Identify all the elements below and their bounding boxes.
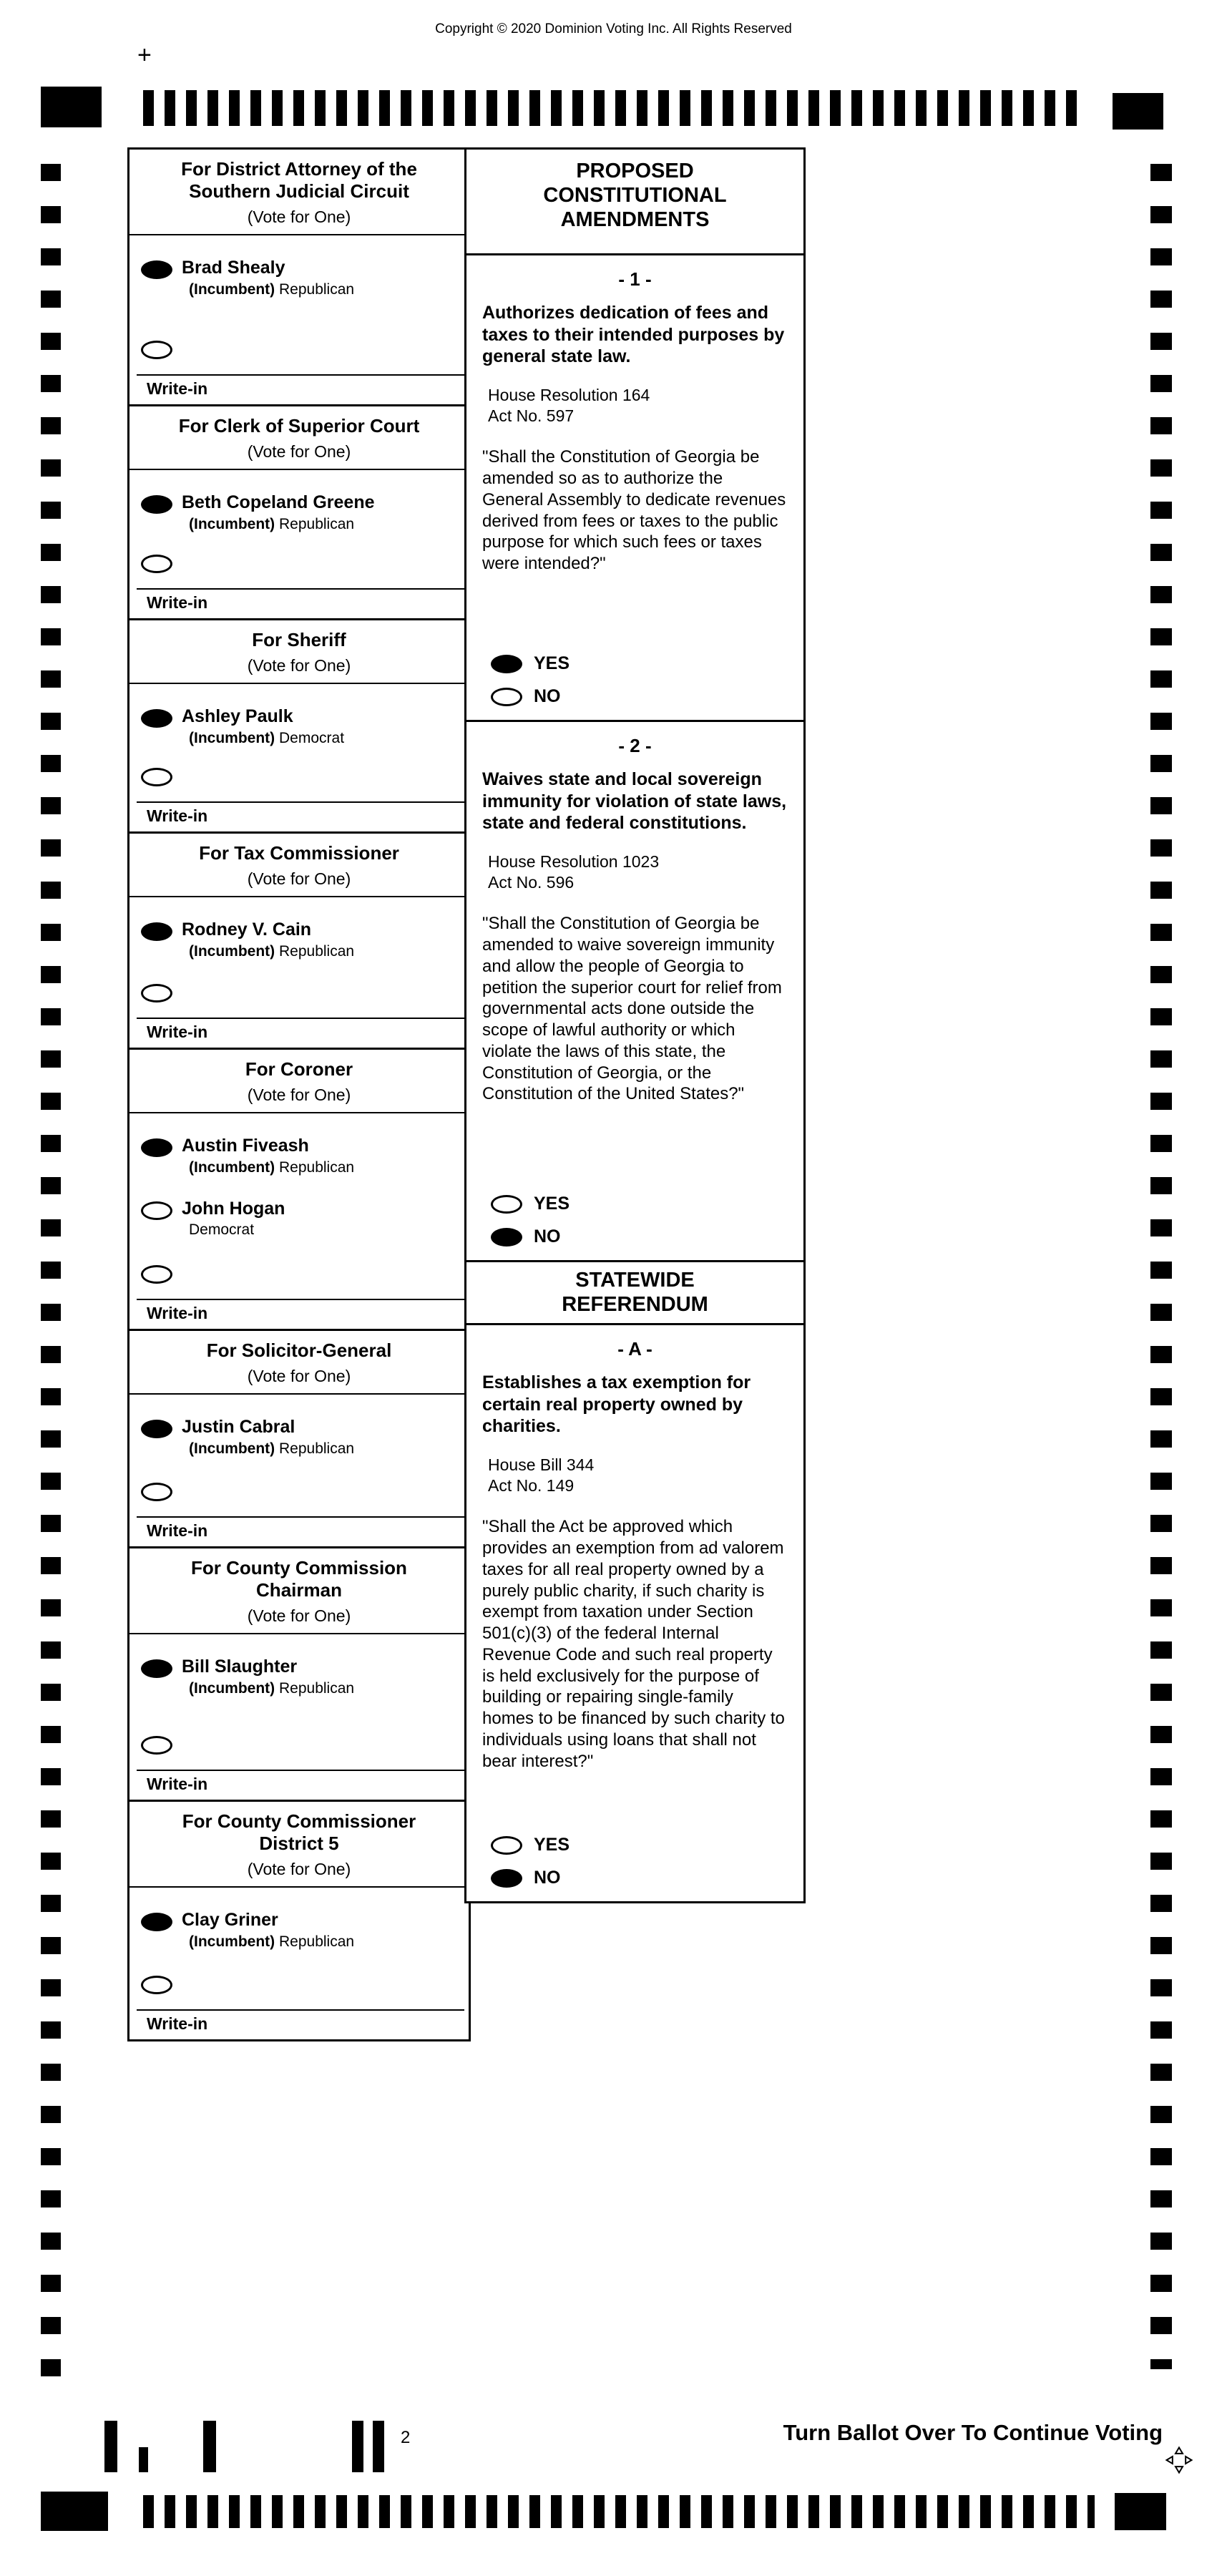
vote-oval[interactable] [491, 1195, 522, 1214]
party-label: Republican [279, 1679, 355, 1697]
vote-oval[interactable] [491, 1869, 522, 1888]
measure-question: "Shall the Constitution of Georgia be amended to waive sovereign immunity and allow the people of Georgia to petition the superior court for relief from governmental acts done outside the scope of lawful authority or which violate the laws of this state, the Constitution of Georgia, or the Constitution of the United States?" [482, 914, 782, 1104]
contest-header [129, 1548, 469, 1634]
contest-title: For County Commission Chairman [191, 1557, 407, 1601]
party-label: Republican [279, 280, 355, 298]
contest-county-commission-chairman [129, 1548, 469, 1802]
write-in-line[interactable] [137, 1299, 464, 1300]
vote-oval[interactable] [141, 709, 172, 728]
write-in-section [129, 552, 469, 618]
write-in-label: Write-in [147, 379, 208, 398]
vote-oval[interactable] [491, 688, 522, 706]
vote-instruction: (Vote for One) [247, 1085, 351, 1105]
yes-label: YES [534, 653, 570, 673]
vote-oval[interactable] [141, 1420, 172, 1438]
choice-no [491, 686, 788, 707]
timing-marks-top [143, 90, 1084, 126]
contest-tax-commissioner [129, 834, 469, 1050]
choice-yes [491, 1194, 788, 1214]
measure-summary: Authorizes dedication of fees and taxes to their intended purposes by general state law. [482, 303, 785, 366]
vote-oval[interactable] [141, 260, 172, 279]
candidate-row [129, 1199, 469, 1239]
registration-plus-mark: + [137, 42, 152, 69]
measure-summary: Establishes a tax exemption for certain real property owned by charities. [482, 1372, 751, 1436]
measure-amendment-2 [466, 722, 803, 1262]
write-in-section [129, 1974, 469, 2039]
candidate-detail [182, 1221, 285, 1239]
timing-block-bottom-left [41, 2492, 108, 2531]
no-label: NO [534, 1868, 561, 1888]
write-in-section [129, 1263, 469, 1329]
contest-header [129, 1050, 469, 1113]
write-in-oval[interactable] [141, 768, 172, 786]
write-in-section [129, 1480, 469, 1546]
party-label: Republican [279, 1158, 355, 1176]
yes-label: YES [534, 1194, 570, 1214]
incumbent-label: (Incumbent) [189, 729, 275, 746]
write-in-oval[interactable] [141, 1483, 172, 1501]
write-in-label: Write-in [147, 593, 208, 612]
measure-referendum-a [466, 1325, 803, 1901]
incumbent-label: (Incumbent) [189, 1158, 275, 1176]
write-in-line[interactable] [137, 588, 464, 590]
barcode-mark [139, 2447, 148, 2472]
timing-block-bottom-right [1115, 2493, 1166, 2530]
candidate-name: Rodney V. Cain [182, 919, 312, 940]
timing-marks-left [41, 164, 61, 2392]
measure-choices [482, 1823, 788, 1891]
candidate-row [129, 493, 469, 533]
vote-instruction: (Vote for One) [247, 442, 351, 462]
candidate-detail [182, 1679, 354, 1697]
vote-instruction: (Vote for One) [247, 1606, 351, 1626]
referendum-header: STATEWIDE REFERENDUM [466, 1262, 803, 1325]
write-in-line[interactable] [137, 374, 464, 376]
write-in-label: Write-in [147, 1304, 208, 1322]
contest-title: For Solicitor-General [206, 1340, 392, 1361]
candidate-row [129, 1418, 469, 1458]
write-in-oval[interactable] [141, 1976, 172, 1994]
vote-instruction: (Vote for One) [247, 1367, 351, 1386]
candidate-row [129, 1911, 469, 1951]
write-in-label: Write-in [147, 1023, 208, 1041]
amendments-header: PROPOSED CONSTITUTIONAL AMENDMENTS [466, 150, 803, 255]
write-in-line[interactable] [137, 1770, 464, 1771]
timing-block-top-right [1113, 93, 1163, 130]
vote-oval[interactable] [141, 495, 172, 514]
contests-column [127, 147, 471, 2041]
incumbent-label: (Incumbent) [189, 1440, 275, 1457]
candidate-row [129, 920, 469, 960]
write-in-oval[interactable] [141, 555, 172, 573]
vote-instruction: (Vote for One) [247, 656, 351, 675]
write-in-oval[interactable] [141, 984, 172, 1002]
candidate-name: Justin Cabral [182, 1417, 295, 1438]
timing-marks-bottom [143, 2495, 1095, 2528]
party-label: Democrat [189, 1221, 255, 1239]
write-in-label: Write-in [147, 806, 208, 825]
candidate-detail [182, 515, 375, 533]
incumbent-label: (Incumbent) [189, 1933, 275, 1950]
contest-solicitor-general [129, 1331, 469, 1548]
party-label: Republican [279, 515, 355, 532]
write-in-section [129, 338, 469, 404]
contest-coroner [129, 1050, 469, 1331]
incumbent-label: (Incumbent) [189, 1679, 275, 1697]
timing-block-top-left [41, 87, 102, 127]
candidate-name: Ashley Paulk [182, 706, 293, 727]
yes-label: YES [534, 1835, 570, 1855]
measure-number: - 1 - [618, 268, 652, 290]
choice-no [491, 1868, 788, 1888]
candidate-row [129, 1136, 469, 1176]
barcode-mark [104, 2421, 117, 2472]
vote-oval[interactable] [491, 1836, 522, 1855]
candidate-name: Bill Slaughter [182, 1657, 298, 1677]
candidate-name: Clay Griner [182, 1910, 278, 1931]
contest-title: For Tax Commissioner [199, 842, 399, 864]
write-in-oval[interactable] [141, 1265, 172, 1284]
write-in-label: Write-in [147, 2014, 208, 2033]
candidate-row [129, 258, 469, 298]
candidate-detail [182, 1933, 354, 1951]
choice-no [491, 1226, 788, 1247]
vote-oval[interactable] [141, 1201, 172, 1220]
measure-number: - 2 - [618, 735, 652, 756]
contest-header [129, 150, 469, 235]
barcode-mark [203, 2421, 216, 2472]
write-in-section [129, 766, 469, 831]
measure-number: - A - [617, 1338, 652, 1360]
vote-instruction: (Vote for One) [247, 1860, 351, 1879]
contest-title: For Coroner [245, 1058, 353, 1080]
vote-oval[interactable] [141, 1913, 172, 1931]
measure-reference: House Resolution 1023 Act No. 596 [488, 852, 660, 892]
contest-header [129, 406, 469, 470]
write-in-line[interactable] [137, 801, 464, 803]
write-in-label: Write-in [147, 1521, 208, 1540]
measure-question: "Shall the Act be approved which provides an exemption from ad valorem taxes for all real property owned by a purely public charity, if such charity is exempt from taxation under Section 501(c)(3) of the federal Internal Revenue Code and such real property is held exclusively for the purpose of building or repairing single-family homes to be financed by such charity to individuals using loans that shall not bear interest?" [482, 1517, 785, 1771]
candidate-row [129, 707, 469, 747]
turn-ballot-notice: Turn Ballot Over To Continue Voting [783, 2420, 1163, 2445]
write-in-line[interactable] [137, 1516, 464, 1518]
choice-yes [491, 1835, 788, 1855]
measures-column [464, 147, 806, 1903]
vote-oval[interactable] [141, 922, 172, 941]
contest-title: For District Attorney of the Southern Judicial Circuit [181, 158, 417, 203]
contest-header [129, 1802, 469, 1888]
candidate-detail [182, 729, 344, 747]
measure-summary: Waives state and local sovereign immunity for violation of state laws, state and federal constitutions. [482, 769, 787, 833]
copyright-text: Copyright © 2020 Dominion Voting Inc. All Rights Reserved [435, 21, 792, 36]
vote-oval[interactable] [141, 1138, 172, 1157]
contest-district-attorney [129, 150, 469, 406]
measure-choices [482, 1181, 788, 1250]
party-label: Republican [279, 1440, 355, 1457]
contest-header [129, 834, 469, 897]
party-label: Republican [279, 942, 355, 960]
candidate-detail [182, 1440, 354, 1458]
choice-yes [491, 653, 788, 674]
measure-question: "Shall the Constitution of Georgia be amended so as to authorize the General Assembly to dedicate revenues derived from fees or taxes to the public purpose for which such fees or taxes were intended?" [482, 447, 786, 574]
vote-oval[interactable] [491, 1228, 522, 1246]
no-label: NO [534, 686, 561, 706]
vote-instruction: (Vote for One) [247, 869, 351, 889]
measure-amendment-1 [466, 255, 803, 722]
vote-oval[interactable] [491, 655, 522, 673]
party-label: Democrat [279, 729, 345, 746]
contest-clerk-superior-court [129, 406, 469, 620]
write-in-oval[interactable] [141, 341, 172, 359]
contest-sheriff [129, 620, 469, 834]
vote-instruction: (Vote for One) [247, 208, 351, 227]
contest-title: For County Commissioner District 5 [182, 1810, 416, 1855]
four-arrow-registration-icon [1165, 2446, 1193, 2478]
candidate-name: Beth Copeland Greene [182, 492, 375, 513]
contest-title: For Clerk of Superior Court [178, 415, 420, 436]
incumbent-label: (Incumbent) [189, 515, 275, 532]
measure-reference: House Resolution 164 Act No. 597 [488, 385, 650, 425]
contest-header [129, 1331, 469, 1395]
contest-county-commissioner-district-5 [129, 1802, 469, 2039]
write-in-oval[interactable] [141, 1736, 172, 1755]
candidate-row [129, 1657, 469, 1697]
vote-oval[interactable] [141, 1659, 172, 1678]
write-in-line[interactable] [137, 1018, 464, 1019]
incumbent-label: (Incumbent) [189, 942, 275, 960]
candidate-detail [182, 280, 354, 298]
write-in-label: Write-in [147, 1775, 208, 1793]
incumbent-label: (Incumbent) [189, 280, 275, 298]
candidate-detail [182, 942, 354, 960]
candidate-name: John Hogan [182, 1198, 285, 1219]
contest-header [129, 620, 469, 684]
barcode-mark [352, 2421, 363, 2472]
candidate-name: Austin Fiveash [182, 1136, 309, 1156]
timing-marks-right [1150, 164, 1172, 2369]
measure-choices [482, 641, 788, 710]
write-in-section [129, 982, 469, 1048]
write-in-line[interactable] [137, 2009, 464, 2011]
candidate-name: Brad Shealy [182, 258, 285, 278]
contest-title: For Sheriff [252, 629, 346, 650]
measure-reference: House Bill 344 Act No. 149 [488, 1455, 595, 1495]
candidate-detail [182, 1158, 354, 1176]
write-in-section [129, 1734, 469, 1800]
sheet-number: 2 [401, 2428, 411, 2447]
party-label: Republican [279, 1933, 355, 1950]
no-label: NO [534, 1226, 561, 1246]
barcode-mark [373, 2421, 384, 2472]
